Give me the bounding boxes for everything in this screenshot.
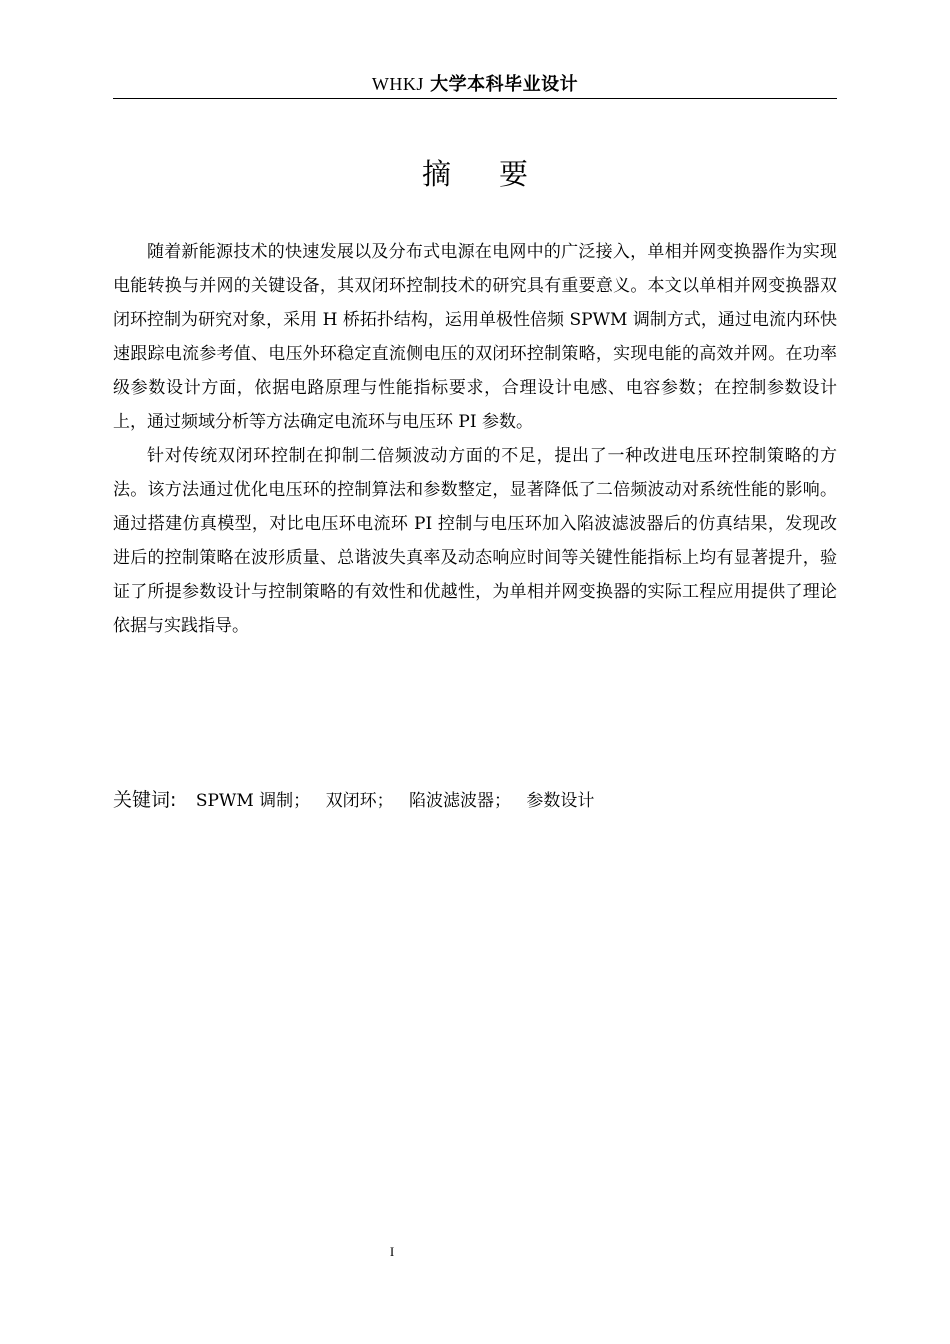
abstract-title: 摘要 bbox=[421, 157, 576, 191]
header-school-code: WHKJ bbox=[371, 74, 424, 94]
keywords-label: 关键词: bbox=[113, 789, 177, 811]
abstract-paragraph-1: 随着新能源技术的快速发展以及分布式电源在电网中的广泛接入，单相并网变换器作为实现电能转换与并网的关键设备，其双闭环控制技术的研究具有重要意义。本文以单相并网变换器双闭环控制为研究对象，采用 H 桥拓扑结构，运用单极性倍频 SPWM 调制方式，通过电流内环快速跟踪电流参考值、电压外环稳定直流侧电压的双闭环控制策略，实现电能的高效并网。在功率级参数设计方面，依据电路原理与性能指标要求，合理设计电感、电容参数；在控制参数设计上，通过频域分析等方法确定电流环与电压环 PI 参数。 bbox=[113, 242, 837, 432]
page-number: I bbox=[389, 1244, 395, 1259]
abstract-paragraph-2: 针对传统双闭环控制在抑制二倍频波动方面的不足，提出了一种改进电压环控制策略的方法。该方法通过优化电压环的控制算法和参数整定，显著降低了二倍频波动对系统性能的影响。通过搭建仿真模型，对比电压环电流环 PI 控制与电压环加入陷波滤波器后的仿真结果，发现改进后的控制策略在波形质量、总谐波失真率及动态响应时间等关键性能指标上均有显著提升，验证了所提参数设计与控制策略的有效性和优越性，为单相并网变换器的实际工程应用提供了理论依据与实践指导。 bbox=[113, 446, 837, 636]
running-header bbox=[113, 70, 837, 99]
keyword-item: SPWM 调制； bbox=[195, 791, 311, 811]
keyword-item: 陷波滤波器； bbox=[409, 791, 511, 811]
keywords-line bbox=[113, 785, 837, 816]
header-title: 大学本科毕业设计 bbox=[430, 74, 579, 95]
abstract-body bbox=[113, 235, 837, 643]
header-rule bbox=[113, 98, 837, 99]
keyword-item: 参数设计 bbox=[526, 791, 595, 811]
keyword-item: 双闭环； bbox=[325, 791, 394, 811]
